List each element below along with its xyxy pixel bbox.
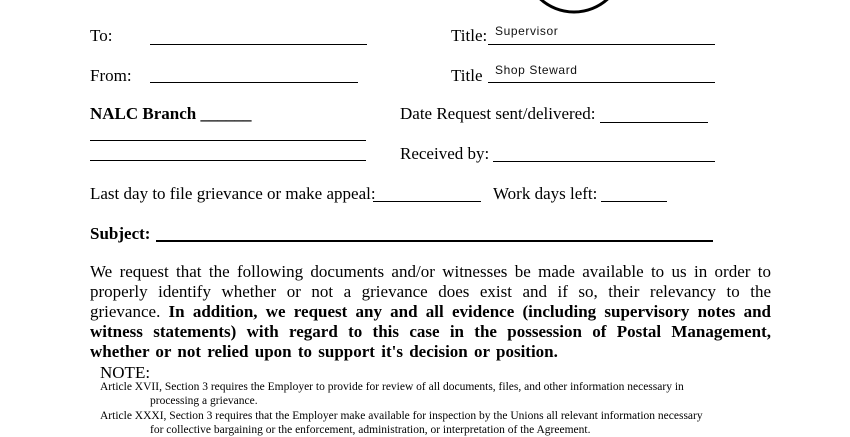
from-label: From: <box>90 66 132 85</box>
lastday-label: Last day to file grievance or make appeal: <box>90 184 376 203</box>
title2-value: Shop Steward <box>495 63 578 77</box>
title2-field[interactable] <box>488 82 715 83</box>
article-31-note <box>100 409 771 437</box>
request-plain-text: We request that the following documents and/or witnesses be made available to us in order to properly identify whether or not a grievance does exist and if so, their relevancy to the grievance. <box>90 262 771 321</box>
workdays-label: Work days left: <box>493 184 598 203</box>
subject-label: Subject: <box>90 224 151 243</box>
received-label: Received by: <box>400 144 490 163</box>
date-field[interactable] <box>600 122 708 123</box>
article-17-lead: Article XVII, Section 3 requires the Employer to provide for review of all documents, files, and other information necessary in <box>100 381 684 393</box>
title2-label: Title <box>451 66 483 85</box>
from-field[interactable] <box>150 82 358 83</box>
article-17-cont: processing a grievance. <box>150 395 258 407</box>
lastday-field[interactable] <box>373 201 481 202</box>
branch-label: NALC Branch ______ <box>90 104 252 123</box>
article-17-note <box>100 380 771 408</box>
branch-field-line1[interactable] <box>90 140 366 141</box>
article-31-lead: Article XXXI, Section 3 requires that the Employer make available for inspection by the Unions all relevant information necessary <box>100 410 703 422</box>
article-31-cont: for collective bargaining or the enforcement, administration, or interpretation of the Agreement. <box>150 424 591 436</box>
received-field[interactable] <box>493 161 715 162</box>
workdays-field[interactable] <box>601 201 667 202</box>
title1-value: Supervisor <box>495 24 559 38</box>
nalc-seal-logo <box>522 0 626 22</box>
subject-field[interactable] <box>156 240 713 242</box>
note-title: NOTE: <box>100 363 151 382</box>
title1-label: Title: <box>451 26 488 45</box>
branch-field-line2[interactable] <box>90 160 366 161</box>
to-field[interactable] <box>150 44 367 45</box>
title1-field[interactable] <box>488 44 715 45</box>
request-paragraph <box>90 262 771 362</box>
to-label: To: <box>90 26 113 45</box>
request-bold-text: In addition, we request any and all evidence (including supervisory notes and witness statements) with regard to this case in the possession of Postal Management, whether or not relied upon to support it's decision or position. <box>90 302 772 361</box>
date-label: Date Request sent/delivered: <box>400 104 596 123</box>
